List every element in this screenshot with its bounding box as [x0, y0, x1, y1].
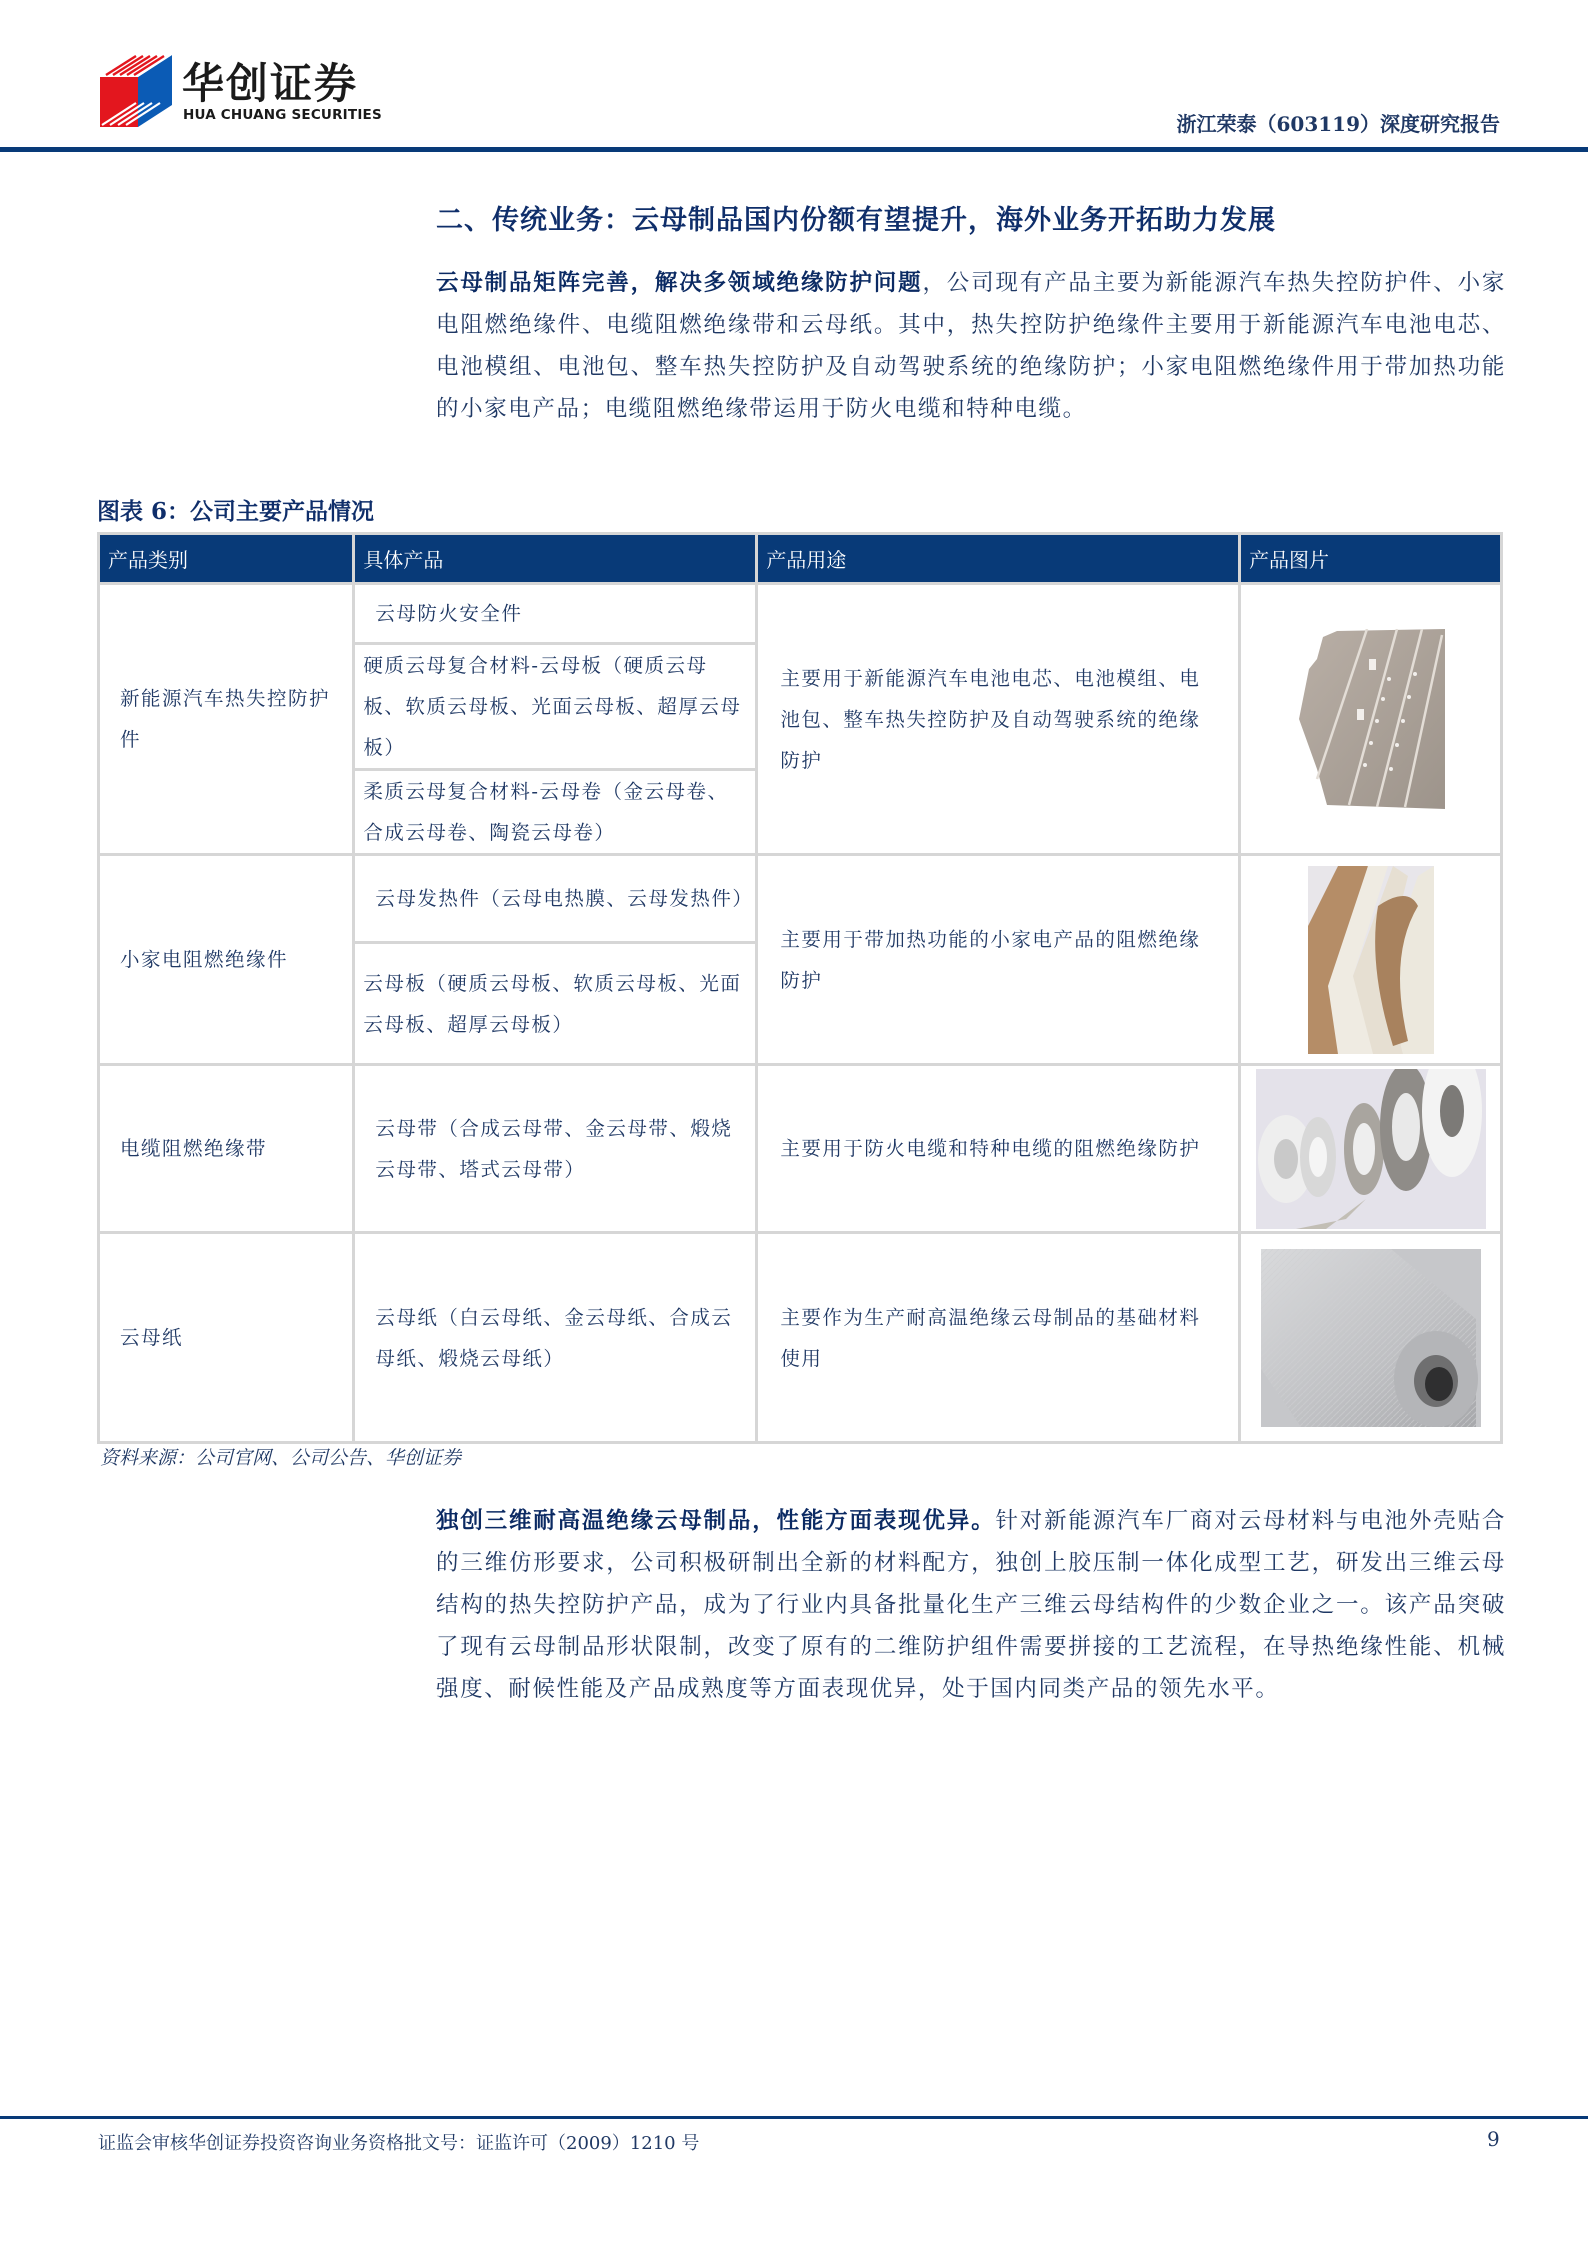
- category-cell: 云母纸: [99, 1233, 354, 1443]
- column-header-usage: 产品用途: [757, 534, 1240, 584]
- product-cell: 云母发热件（云母电热膜、云母发热件）: [354, 855, 757, 943]
- table-row: [99, 855, 1502, 943]
- figure-source: 资料来源：公司官网、公司公告、华创证券: [100, 1447, 462, 1469]
- products-table: [97, 532, 1503, 1444]
- image-cell: [1240, 1065, 1502, 1233]
- header-divider: [0, 147, 1588, 152]
- paragraph-3d-mica: [436, 1500, 1506, 1710]
- logo-cube-icon: [100, 55, 175, 125]
- usage-cell: 主要作为生产耐高温绝缘云母制品的基础材料使用: [757, 1233, 1240, 1443]
- product-cell: 云母纸（白云母纸、金云母纸、合成云母纸、煅烧云母纸）: [354, 1233, 757, 1443]
- product-cell: 云母防火安全件: [354, 584, 757, 644]
- table-row: [99, 1233, 1502, 1443]
- mica-sheets-photo: [1308, 866, 1434, 1054]
- report-title: 浙江荣泰（603119）深度研究报告: [1176, 112, 1500, 136]
- usage-cell: 主要用于防火电缆和特种电缆的阻燃绝缘防护: [757, 1065, 1240, 1233]
- table-header-row: [99, 534, 1502, 584]
- product-cell: 云母带（合成云母带、金云母带、煅烧云母带、塔式云母带）: [354, 1065, 757, 1233]
- table-row: [99, 1065, 1502, 1233]
- product-cell: 硬质云母复合材料-云母板（硬质云母板、软质云母板、光面云母板、超厚云母板）: [354, 644, 757, 770]
- mica-paper-roll-photo: [1261, 1249, 1481, 1427]
- page-number: 9: [1487, 2127, 1500, 2151]
- product-cell: 云母板（硬质云母板、软质云母板、光面云母板、超厚云母板）: [354, 943, 757, 1065]
- image-cell: [1240, 855, 1502, 1065]
- paragraph-lead: 独创三维耐高温绝缘云母制品，性能方面表现优异。: [436, 1508, 996, 1534]
- paragraph-body: 针对新能源汽车厂商对云母材料与电池外壳贴合的三维仿形要求，公司积极研制出全新的材料配方，独创上胶压制一体化成型工艺，研发出三维云母结构的热失控防护产品，成为了行业内具备批量化生产三维云母结构件的少数企业之一。该产品突破了现有云母制品形状限制，改变了原有的二维防护组件需要拼接的工艺流程，在导热绝缘性能、机械强度、耐候性能及产品成熟度等方面表现优异，处于国内同类产品的领先水平。: [436, 1508, 1506, 1702]
- logo-text-cn: 华创证券: [182, 59, 359, 108]
- paragraph-lead: 云母制品矩阵完善，解决多领域绝缘防护问题: [436, 270, 923, 296]
- footer-divider: [0, 2116, 1588, 2119]
- column-header-category: 产品类别: [99, 534, 354, 584]
- license-statement: 证监会审核华创证券投资咨询业务资格批文号：证监许可（2009）1210 号: [98, 2133, 700, 2154]
- usage-cell: 主要用于带加热功能的小家电产品的阻燃绝缘防护: [757, 855, 1240, 1065]
- category-cell: 电缆阻燃绝缘带: [99, 1065, 354, 1233]
- mica-battery-plate-photo: [1297, 629, 1445, 809]
- category-cell: 新能源汽车热失控防护件: [99, 584, 354, 855]
- table-row: [99, 584, 1502, 644]
- section-title: 二、传统业务：云母制品国内份额有望提升，海外业务开拓助力发展: [436, 205, 1276, 236]
- image-cell: [1240, 584, 1502, 855]
- mica-tape-rolls-photo: [1256, 1069, 1486, 1229]
- product-cell: 柔质云母复合材料-云母卷（金云母卷、合成云母卷、陶瓷云母卷）: [354, 770, 757, 855]
- usage-cell: 主要用于新能源汽车电池电芯、电池模组、电池包、整车热失控防护及自动驾驶系统的绝缘防护: [757, 584, 1240, 855]
- column-header-products: 具体产品: [354, 534, 757, 584]
- logo-text-en: HUA CHUANG SECURITIES: [183, 107, 382, 123]
- paragraph-body: ，公司现有产品主要为新能源汽车热失控防护件、小家电阻燃绝缘件、电缆阻燃绝缘带和云母纸。其中，热失控防护绝缘件主要用于新能源汽车电池电芯、电池模组、电池包、整车热失控防护及自动驾驶系统的绝缘防护；小家电阻燃绝缘件用于带加热功能的小家电产品；电缆阻燃绝缘带运用于防火电缆和特种电缆。: [436, 270, 1506, 422]
- column-header-image: 产品图片: [1240, 534, 1502, 584]
- company-logo: [100, 55, 400, 130]
- figure-title: 图表 6：公司主要产品情况: [97, 498, 375, 525]
- image-cell: [1240, 1233, 1502, 1443]
- paragraph-product-matrix: [436, 262, 1506, 430]
- category-cell: 小家电阻燃绝缘件: [99, 855, 354, 1065]
